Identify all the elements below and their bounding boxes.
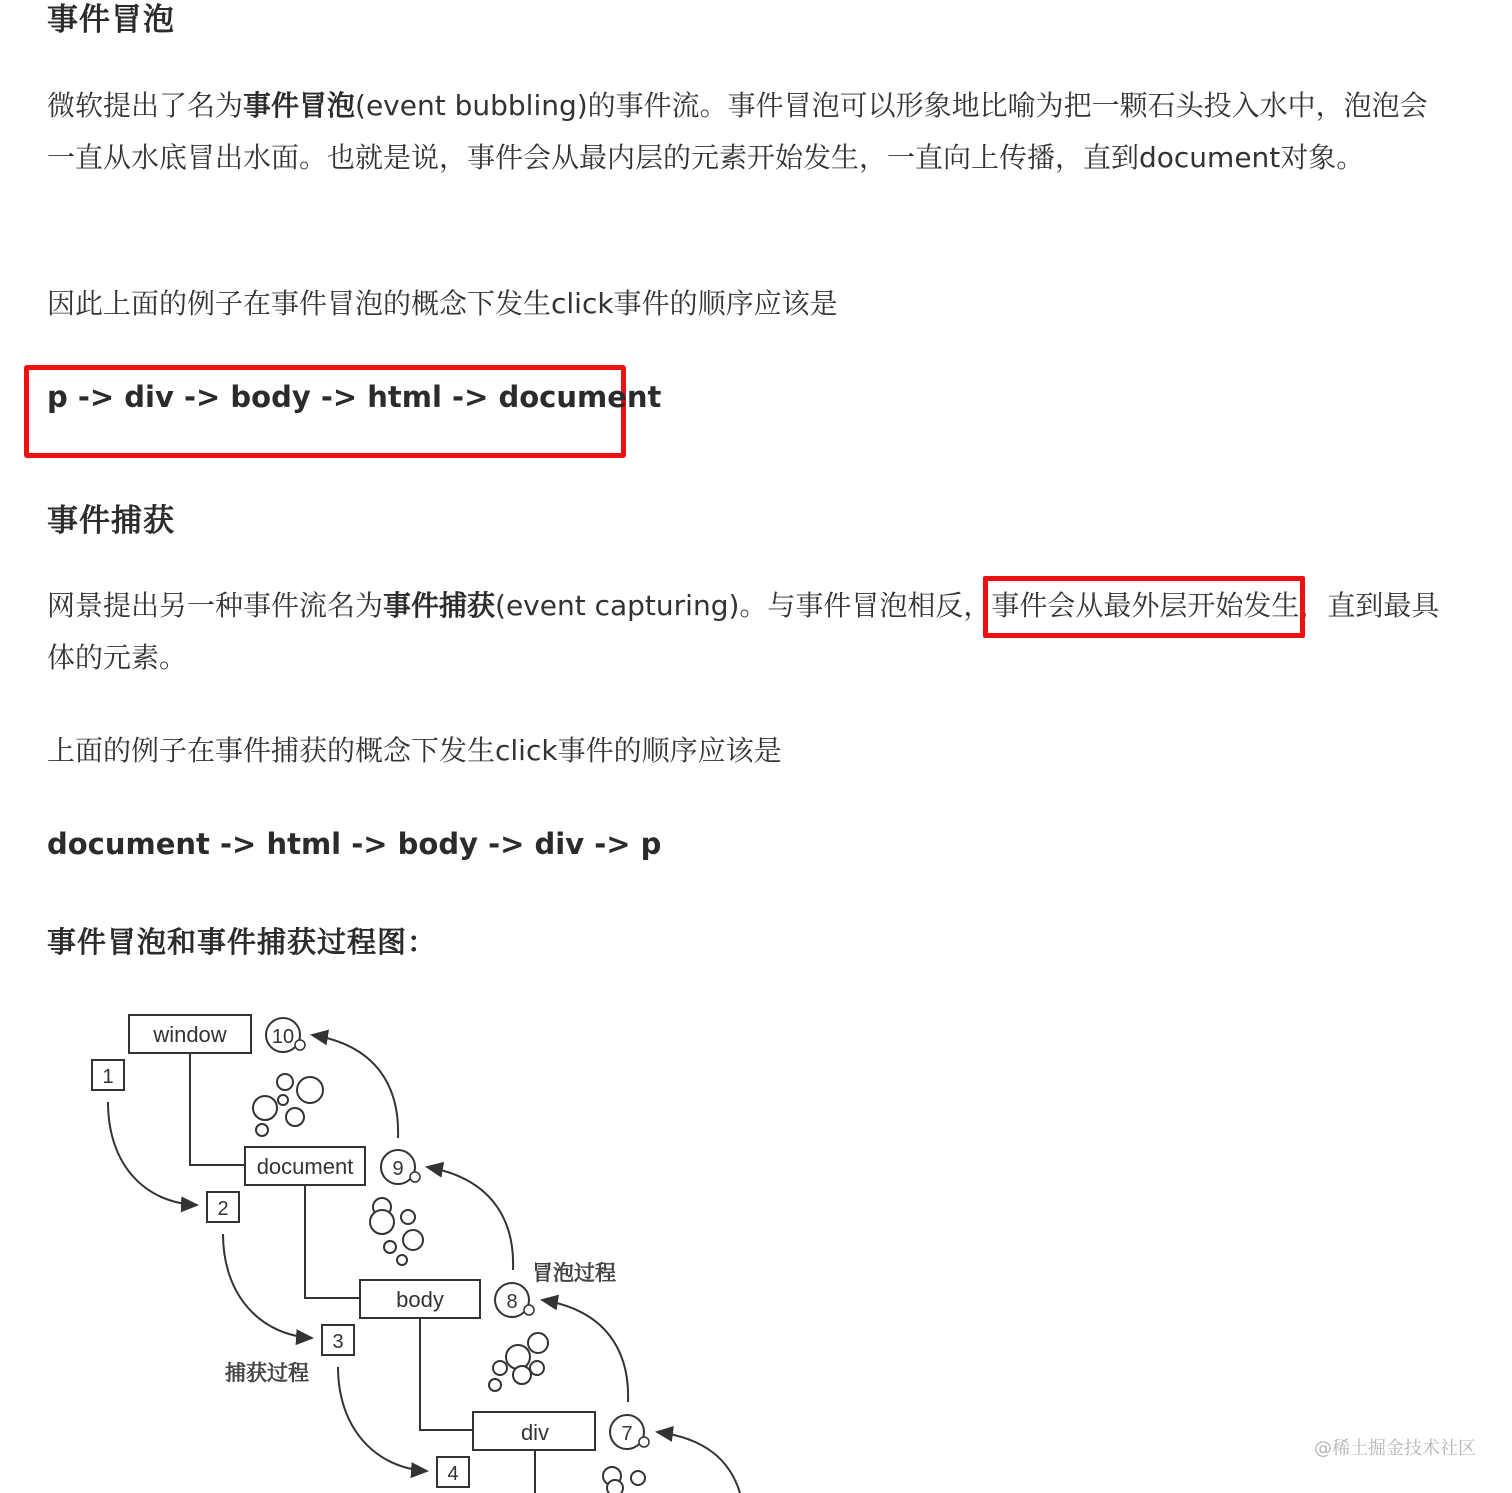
bubble-step-7	[610, 1415, 649, 1449]
node-body-label: body	[396, 1287, 444, 1312]
capture-step-4-label: 4	[447, 1463, 459, 1485]
capturing-order-intro: 上面的例子在事件捕获的概念下发生click事件的顺序应该是	[47, 734, 782, 767]
bubbling-order: p -> div -> body -> html -> document	[47, 380, 662, 414]
node-window	[129, 1015, 251, 1053]
capturing-para-text-3: ，直到最具体的元素。	[47, 589, 1440, 674]
node-div-label: div	[520, 1420, 550, 1445]
capturing-paragraph	[47, 580, 1447, 684]
bubbles-cluster-1	[253, 1074, 323, 1136]
bubble-step-8-label: 8	[506, 1291, 518, 1313]
capturing-para-bold: 事件捕获	[383, 589, 496, 622]
capturing-highlight: 事件会从最外层开始发生	[991, 580, 1299, 632]
capturing-para-text-2: (event capturing)。与事件冒泡相反，	[495, 589, 992, 622]
bubble-step-10	[266, 1018, 305, 1052]
diagram-heading: 事件冒泡和事件捕获过程图：	[47, 925, 438, 959]
bubble-step-9-label: 9	[392, 1158, 404, 1180]
bubbling-para-text: 微软提出了名为	[47, 89, 244, 122]
capture-step-3-label: 3	[332, 1331, 344, 1353]
capturing-heading: 事件捕获	[47, 503, 175, 539]
bubble-process-label: 冒泡过程	[532, 1262, 616, 1285]
capture-step-3	[322, 1325, 354, 1355]
watermark: @稀土掘金技术社区	[1314, 1438, 1476, 1459]
bubble-step-7-label: 7	[621, 1423, 633, 1445]
node-document	[245, 1147, 365, 1185]
event-flow-diagram	[40, 990, 760, 1493]
node-div	[473, 1412, 595, 1450]
capture-step-1-label: 1	[102, 1066, 114, 1088]
bubble-step-10-label: 10	[271, 1026, 295, 1048]
bubbling-para-bold: 事件冒泡	[243, 89, 356, 122]
bubbling-para-text-2: (event bubbling)的事件流。事件冒泡可以形象地比喻为把一颗石头投入水中，泡泡会一直从水底冒出水面。也就是说，事件会从最内层的元素开始发生，一直向上传播，直到document对象。	[47, 89, 1428, 174]
bubbling-heading: 事件冒泡	[47, 2, 175, 38]
bubble-step-8	[495, 1283, 534, 1317]
bubbling-order-intro: 因此上面的例子在事件冒泡的概念下发生click事件的顺序应该是	[47, 287, 838, 320]
capture-step-2	[207, 1192, 239, 1222]
capture-step-1	[92, 1060, 124, 1090]
bubbles-cluster-4	[603, 1467, 645, 1493]
bubbles-cluster-2	[370, 1198, 423, 1265]
node-body	[360, 1280, 480, 1318]
bubble-step-9	[381, 1150, 420, 1184]
capturing-para-text: 网景提出另一种事件流名为	[47, 589, 384, 622]
bubbling-paragraph	[47, 80, 1447, 184]
bubbles-cluster-3	[489, 1333, 548, 1391]
capturing-order: document -> html -> body -> div -> p	[47, 827, 662, 861]
capture-process-label: 捕获过程	[225, 1362, 309, 1385]
node-window-label: window	[153, 1022, 227, 1047]
capture-step-4	[437, 1457, 469, 1487]
capture-step-2-label: 2	[217, 1198, 229, 1220]
node-document-label: document	[256, 1154, 354, 1179]
